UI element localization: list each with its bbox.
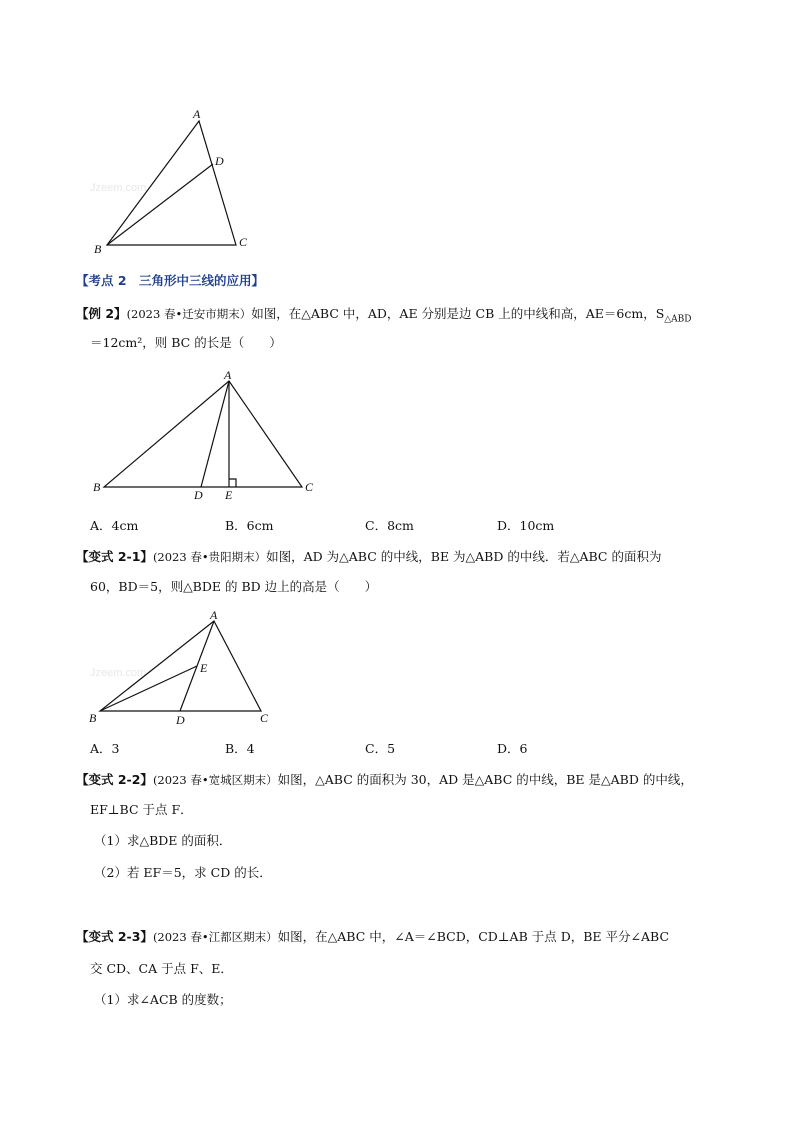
point-label-e: E — [200, 661, 208, 675]
variant-2-2-text-1: 如图，△ABC 的面积为 30，AD 是△ABC 的中线，BE 是△ABD 的中线， — [277, 772, 693, 787]
variant-2-1-text-1: 如图，AD 为△ABC 的中线，BE 为△ABD 的中线．若△ABC 的面积为 — [266, 549, 662, 564]
point-label-e: E — [225, 488, 233, 502]
section-heading: 【考点 2 三角形中三线的应用】 — [76, 273, 265, 288]
point-label-b: B — [89, 711, 97, 725]
point-label-d: D — [176, 713, 185, 727]
variant-2-2-tag: 【变式 2-2】 — [76, 772, 153, 787]
variant-2-3-line-1 — [76, 928, 669, 946]
variant-2-2-source: (2023 春•宽城区期末） — [152, 773, 278, 787]
variant-2-3-source: (2023 春•江都区期末） — [152, 930, 278, 944]
example-2-tag: 【例 2】 — [76, 306, 127, 321]
variant-2-1-source: (2023 春•贵阳期末） — [152, 550, 267, 564]
variant-2-1-option-a[interactable]: A．3 — [90, 741, 120, 756]
variant-2-1-option-c[interactable]: C．5 — [365, 741, 396, 756]
point-label-b: B — [94, 242, 102, 256]
example-2-text-1: 如图，在△ABC 中，AD，AE 分别是边 CB 上的中线和高，AE＝6cm，S — [251, 306, 665, 321]
example-2-line-2: ＝12cm²，则 BC 的长是（ ） — [90, 335, 282, 350]
variant-2-2-line-2: EF⊥BC 于点 F． — [90, 802, 193, 817]
example-2-option-c[interactable]: C．8cm — [365, 518, 414, 533]
point-label-c: C — [305, 480, 314, 494]
figure-watermark: Jzeem.com — [90, 667, 147, 679]
point-label-d: D — [215, 154, 224, 168]
variant-2-1-tag: 【变式 2-1】 — [76, 549, 153, 564]
point-label-a: A — [193, 107, 201, 121]
point-label-d: D — [194, 488, 203, 502]
example-2-subscript: △ABD — [664, 314, 692, 325]
variant-2-2-question-2: （2）若 EF＝5，求 CD 的长． — [94, 865, 272, 880]
triangle-abc — [100, 621, 261, 711]
example-2-option-a[interactable]: A．4cm — [90, 518, 139, 533]
variant-2-3-tag: 【变式 2-3】 — [76, 929, 153, 944]
example-2-source: (2023 春•迁安市期末） — [126, 307, 252, 321]
point-label-a: A — [210, 608, 218, 622]
variant-2-1-option-d[interactable]: D．6 — [497, 741, 528, 756]
variant-2-2-line-1 — [76, 771, 693, 789]
point-label-b: B — [93, 480, 101, 494]
example-2-option-d[interactable]: D．10cm — [497, 518, 555, 533]
variant-2-3-text-1: 如图，在△ABC 中，∠A＝∠BCD，CD⊥AB 于点 D，BE 平分∠ABC — [277, 929, 670, 944]
example-2-option-b[interactable]: B．6cm — [225, 518, 274, 533]
variant-2-3-question-1: （1）求∠ACB 的度数； — [94, 992, 232, 1007]
point-label-c: C — [239, 235, 248, 249]
variant-2-2-question-1: （1）求△BDE 的面积． — [94, 833, 232, 848]
figure-watermark: Jzeem.com — [90, 182, 147, 194]
variant-2-3-line-2: 交 CD、CA 于点 F、E． — [90, 961, 233, 976]
point-label-c: C — [260, 711, 269, 725]
variant-2-1-option-b[interactable]: B．4 — [225, 741, 255, 756]
point-label-a: A — [224, 368, 232, 382]
variant-2-1-line-2: 60，BD＝5，则△BDE 的 BD 边上的高是（ ） — [90, 579, 378, 594]
